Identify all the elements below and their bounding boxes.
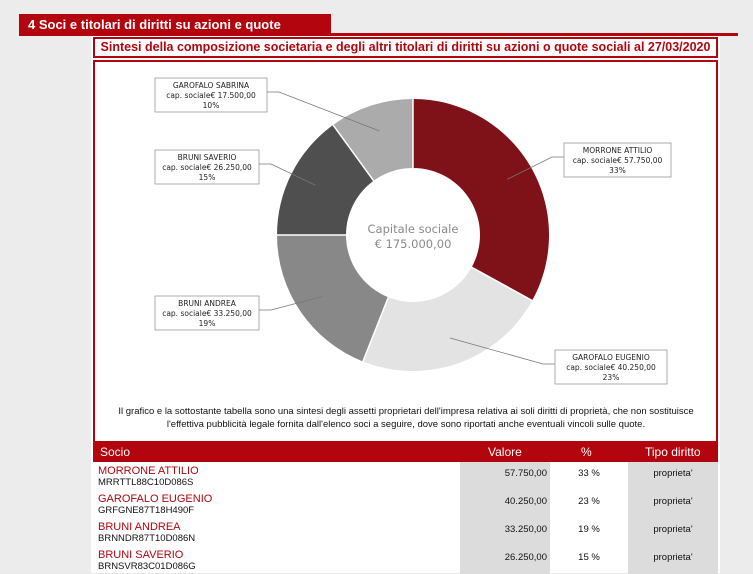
slice-name-label: BRUNI SAVERIO — [177, 153, 237, 162]
socio-valore: 57.750,00 — [504, 468, 547, 479]
slice-name-label: GAROFALO SABRINA — [172, 81, 250, 90]
socio-pct: 23 % — [578, 496, 600, 507]
slice-percent-label: 15% — [198, 173, 216, 182]
slice-percent-label: 33% — [609, 166, 626, 175]
socio-pct: 19 % — [578, 524, 600, 535]
header-tipo: Tipo diritto — [645, 445, 701, 459]
slice-capital-label: cap. sociale€ 26.250,00 — [162, 163, 252, 172]
slice-name-label: GAROFALO EUGENIO — [572, 353, 650, 362]
socio-valore: 26.250,00 — [504, 552, 547, 563]
slice-name-label: MORRONE ATTILIO — [582, 146, 653, 155]
socio-tipo: proprieta' — [653, 552, 693, 563]
socio-cf: BRNNDR87T10D086N — [98, 533, 196, 544]
table-row — [93, 490, 718, 518]
slice-capital-label: cap. sociale€ 17.500,00 — [166, 91, 256, 100]
center-label-title: Capitale sociale — [367, 222, 459, 236]
slice-percent-label: 19% — [198, 319, 216, 328]
donut-chart — [95, 62, 720, 445]
slice-name-label: BRUNI ANDREA — [178, 299, 236, 308]
center-label-value: € 175.000,00 — [374, 237, 452, 251]
slice-capital-label: cap. sociale€ 40.250,00 — [566, 363, 656, 372]
slice-capital-label: cap. sociale€ 57.750,00 — [572, 156, 663, 165]
socio-tipo: proprieta' — [653, 468, 693, 479]
table-header — [93, 443, 718, 462]
table-row — [93, 518, 718, 546]
header-socio: Socio — [100, 445, 131, 459]
socio-pct: 15 % — [578, 552, 600, 563]
slice-percent-label: 23% — [602, 373, 620, 382]
table-row — [93, 546, 718, 574]
chart-frame — [93, 60, 718, 443]
header-pct: % — [581, 445, 592, 459]
socio-cf: GRFGNE87T18H490F — [98, 505, 195, 516]
pie-slice — [413, 99, 549, 301]
socio-tipo: proprieta' — [653, 496, 693, 507]
section-title: 4 Soci e titolari di diritti su azioni e quote — [19, 14, 331, 35]
slice-percent-label: 10% — [202, 101, 220, 110]
soci-table — [93, 443, 718, 574]
socio-name: BRUNI SAVERIO — [98, 549, 184, 561]
socio-valore: 33.250,00 — [504, 524, 547, 535]
socio-name: GAROFALO EUGENIO — [98, 493, 213, 505]
chart-note: Il grafico e la sottostante tabella sono una sintesi degli assetti proprietari dell'impresa relativa ai soli diritti di proprietà, che non sostituisce l'effettiva pubblicità legale fornita dall'elenco soci a seguire, dove sono riportati anche eventuali vincoli sulle quote. — [118, 406, 694, 430]
chart-subtitle: Sintesi della composizione societaria e degli altri titolari di diritti su azioni o quote sociali al 27/03/2020 — [93, 37, 718, 58]
socio-tipo: proprieta' — [653, 524, 693, 535]
socio-pct: 33 % — [578, 468, 600, 479]
socio-cf: BRNSVR83C01D086G — [98, 561, 196, 572]
slice-capital-label: cap. sociale€ 33.250,00 — [162, 309, 252, 318]
socio-name: MORRONE ATTILIO — [98, 465, 199, 477]
socio-name: BRUNI ANDREA — [98, 521, 181, 533]
socio-cf: MRRTTL88C10D086S — [98, 477, 194, 488]
socio-valore: 40.250,00 — [504, 496, 547, 507]
table-row — [93, 462, 718, 490]
header-valore: Valore — [488, 445, 522, 459]
